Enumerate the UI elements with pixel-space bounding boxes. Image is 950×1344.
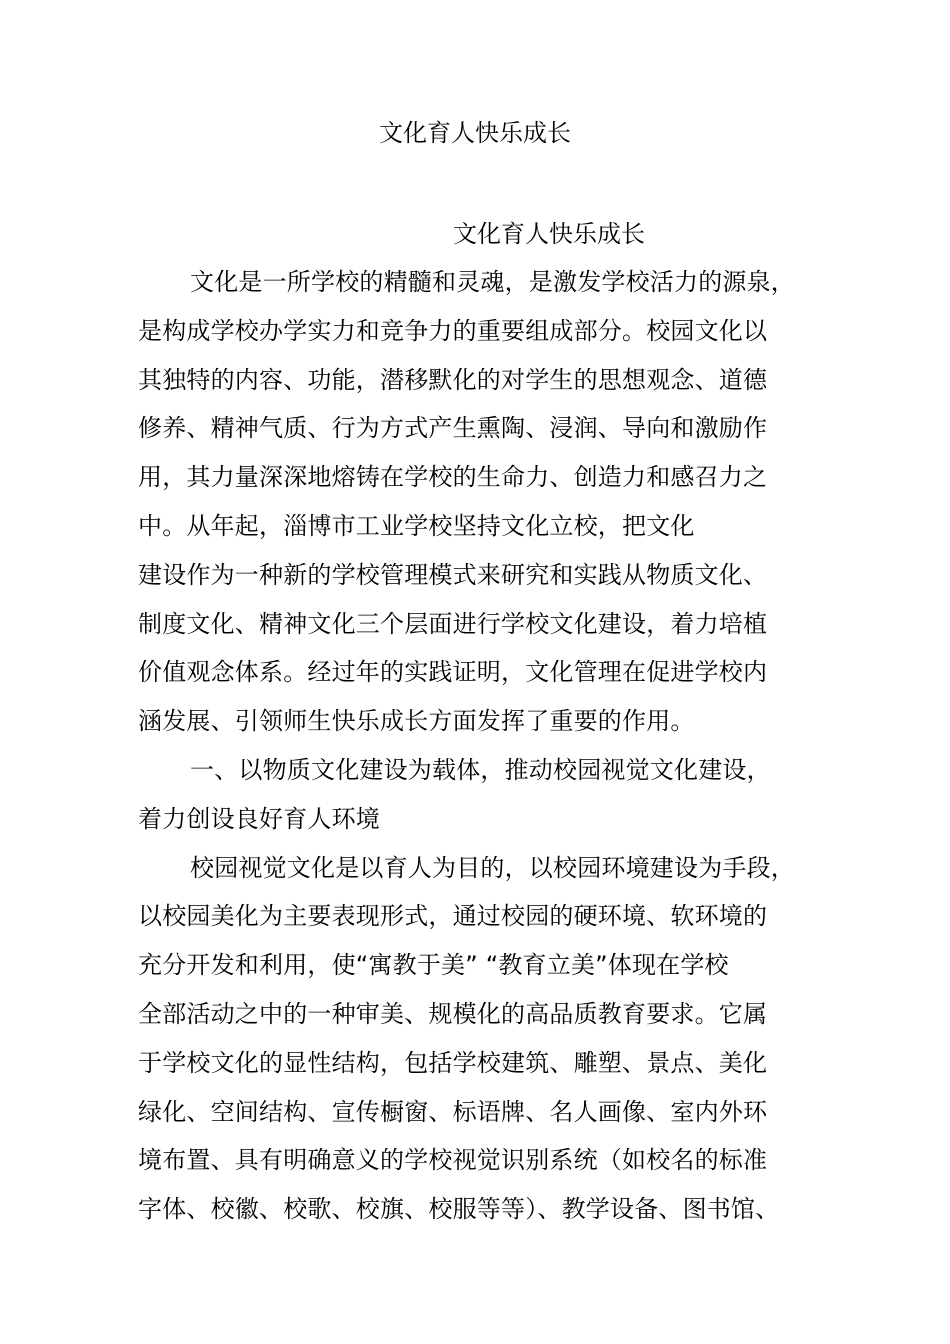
text-line: 建设作为一种新的学校管理模式来研究和实践从物质文化、 bbox=[138, 560, 768, 589]
text-line: 以校园美化为主要表现形式，通过校园的硬环境、软环境的 bbox=[138, 902, 768, 931]
text-line: 其独特的内容、功能，潜移默化的对学生的思想观念、道德 bbox=[138, 365, 768, 394]
text-line: 制度文化、精神文化三个层面进行学校文化建设，着力培植 bbox=[138, 609, 768, 638]
text-line: 字体、校徽、校歌、校旗、校服等等）、教学设备、图书馆、 bbox=[138, 1195, 780, 1224]
text-line: 全部活动之中的一种审美、规模化的高品质教育要求。它属 bbox=[138, 999, 768, 1028]
text-line: 价值观念体系。经过年的实践证明，文化管理在促进学校内 bbox=[138, 658, 768, 687]
text-line: 是构成学校办学实力和竞争力的重要组成部分。校园文化以 bbox=[138, 316, 768, 345]
section-heading-continued: 着力创设良好育人环境 bbox=[138, 804, 380, 833]
text-line: 修养、精神气质、行为方式产生熏陶、浸润、导向和激励作 bbox=[138, 414, 768, 443]
text-line: 文化是一所学校的精髓和灵魂，是激发学校活力的源泉， bbox=[190, 268, 795, 296]
article-body bbox=[138, 210, 818, 1234]
text-line: 校园视觉文化是以育人为目的，以校园环境建设为手段， bbox=[190, 853, 795, 882]
text-line: 中。从年起，淄博市工业学校坚持文化立校，把文化 bbox=[138, 511, 695, 540]
text-line: 充分开发和利用，使“寓教于美” “教育立美”体现在学校 bbox=[138, 951, 729, 980]
text-line: 于学校文化的显性结构，包括学校建筑、雕塑、景点、美化 bbox=[138, 1048, 768, 1077]
text-line: 用，其力量深深地熔铸在学校的生命力、创造力和感召力之 bbox=[138, 463, 768, 492]
text-line: 涵发展、引领师生快乐成长方面发挥了重要的作用。 bbox=[138, 707, 695, 736]
text-line: 绿化、空间结构、宣传橱窗、标语牌、名人画像、室内外环 bbox=[138, 1097, 768, 1126]
page-title: 文化育人快乐成长 bbox=[379, 119, 571, 147]
section-heading: 一、以物质文化建设为载体，推动校园视觉文化建设， bbox=[190, 755, 771, 784]
text-line: 境布置、具有明确意义的学校视觉识别系统（如校名的标准 bbox=[138, 1146, 768, 1175]
article-title: 文化育人快乐成长 bbox=[453, 220, 645, 248]
